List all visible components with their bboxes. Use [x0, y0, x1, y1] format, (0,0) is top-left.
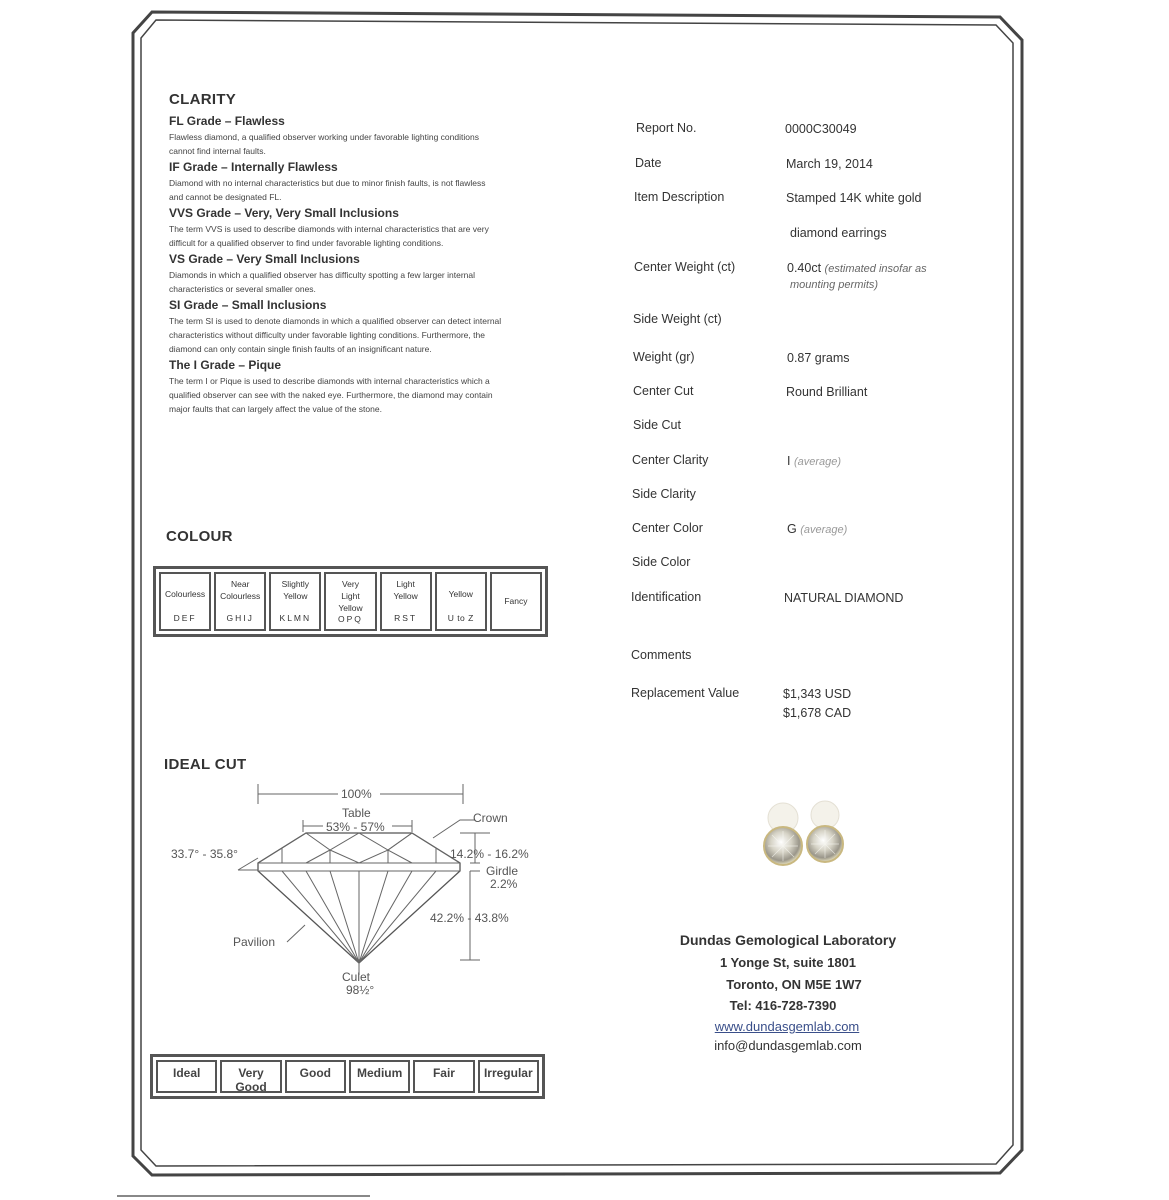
grade-if	[169, 160, 559, 204]
colour-cell-name: Near	[230, 579, 250, 589]
center-cut-label: Center Cut	[633, 384, 694, 398]
report-no-label: Report No.	[636, 121, 697, 135]
center-clarity-note: (average)	[793, 456, 842, 468]
diagram-width-label: 100%	[341, 787, 372, 801]
colour-cell-grades: GHIJ	[226, 613, 254, 623]
diagram-crown-height: 14.2% - 16.2%	[450, 847, 529, 861]
grade-if-desc-2: and cannot be designated FL.	[169, 192, 282, 202]
colour-cell-name: Very	[341, 579, 359, 589]
diagram-pavilion-label: Pavilion	[233, 935, 276, 949]
grade-si-desc-3: diamond can only contain single finish faults of an insignificant nature.	[169, 344, 432, 354]
grade-si-desc-2: characteristics without difficulty under favorable lighting conditions. Furthermore, the	[169, 330, 485, 340]
weight-value: 0.87 grams	[787, 351, 850, 365]
identification-label: Identification	[631, 590, 702, 604]
cut-grade-label: Good	[299, 1066, 331, 1080]
grade-if-desc-1: Diamond with no internal characteristics but due to minor finish faults, is not flawless	[169, 178, 486, 188]
colour-cell-name: Yellow	[283, 591, 308, 601]
diagram-table-range: 53% - 57%	[326, 820, 385, 834]
lab-phone: Tel: 416-728-7390	[729, 998, 837, 1013]
center-weight-value	[787, 261, 927, 275]
cut-grade-label: Irregular	[483, 1066, 533, 1080]
cut-grade-table	[150, 1054, 545, 1099]
diagram-girdle-value: 2.2%	[490, 877, 518, 891]
center-cut-value: Round Brilliant	[786, 385, 868, 399]
diagram-culet-value: 98½°	[346, 983, 375, 997]
replacement-value-cad: $1,678 CAD	[783, 706, 852, 720]
grade-i	[169, 358, 559, 416]
clarity-title: CLARITY	[169, 91, 237, 108]
identification-value: NATURAL DIAMOND	[784, 591, 904, 605]
grade-vs	[169, 252, 559, 296]
lab-website-link[interactable]: www.dundasgemlab.com	[714, 1019, 860, 1034]
cut-grade-label: Ideal	[172, 1066, 201, 1080]
diagram-table-label: Table	[342, 806, 371, 820]
side-color-label: Side Color	[632, 555, 691, 569]
center-color-label: Center Color	[632, 521, 703, 535]
grade-i-desc-3: major faults that can largely affect the value of the stone.	[169, 404, 382, 414]
diagram-pavilion-depth: 42.2% - 43.8%	[430, 911, 509, 925]
center-clarity-value	[787, 454, 841, 468]
colour-cell-name: Yellow	[338, 603, 363, 613]
colour-cell-very-light-yellow	[324, 572, 376, 631]
grade-vs-title: VS Grade – Very Small Inclusions	[169, 252, 360, 266]
grade-si-desc-1: The term SI is used to denote diamonds in which a qualified observer can detect internal	[169, 316, 502, 326]
grade-si	[169, 298, 559, 356]
report-no-value: 0000C30049	[785, 122, 857, 136]
colour-cell-yellow	[435, 572, 487, 631]
colour-cell-grades: OPQ	[338, 614, 363, 624]
colour-cell-name: Colourless	[164, 589, 206, 599]
diagram-girdle-label: Girdle	[486, 864, 519, 878]
cut-grade-label: Good	[235, 1080, 267, 1094]
grade-vvs-title: VVS Grade – Very, Very Small Inclusions	[169, 206, 399, 220]
grade-i-desc-1: The term I or Pique is used to describe diamonds with internal characteristics which a	[169, 376, 490, 386]
colour-cell-grades: U to Z	[447, 613, 474, 623]
colour-cell-colourless	[159, 572, 211, 631]
diagram-crown-angle: 33.7° - 35.8°	[171, 847, 238, 861]
diagram-crown-label: Crown	[473, 811, 508, 825]
replacement-value-usd: $1,343 USD	[783, 687, 852, 701]
cut-grade-very-good	[220, 1060, 281, 1093]
colour-cell-name: Light	[396, 579, 415, 589]
earrings-photo	[745, 790, 865, 880]
colour-cell-slightly-yellow	[269, 572, 321, 631]
colour-cell-grades: RST	[394, 613, 418, 623]
colour-cell-grades: KLMN	[279, 613, 312, 623]
colour-cell-light-yellow	[380, 572, 432, 631]
colour-scale-table	[153, 566, 548, 637]
lab-name: Dundas Gemological Laboratory	[679, 932, 897, 948]
colour-cell-name: Slightly	[281, 579, 310, 589]
replacement-value-label: Replacement Value	[631, 686, 740, 700]
center-weight-note: (estimated insofar as	[824, 263, 927, 275]
center-weight-note-2: mounting permits)	[790, 279, 879, 291]
colour-cell-name: Yellow	[448, 589, 473, 599]
colour-cell-grades: DEF	[173, 613, 197, 623]
date-label: Date	[635, 156, 662, 170]
center-weight: 0.40ct	[787, 261, 822, 275]
grade-fl-title: FL Grade – Flawless	[169, 114, 285, 128]
center-color: G	[787, 522, 797, 536]
cut-grade-label: Fair	[432, 1066, 455, 1080]
colour-cell-name: Colourless	[220, 591, 261, 601]
grade-fl-desc-2: cannot find internal faults.	[169, 146, 266, 156]
cut-grade-label: Medium	[356, 1066, 403, 1080]
center-weight-label: Center Weight (ct)	[634, 260, 736, 274]
cut-grade-label: Very	[238, 1066, 264, 1080]
colour-cell-fancy	[490, 572, 542, 631]
center-color-note: (average)	[800, 524, 848, 536]
cut-grade-ideal	[156, 1060, 217, 1093]
grade-i-desc-2: qualified observer can see with the naked eye. Furthermore, the diamond may contain	[169, 390, 493, 400]
comments-label: Comments	[631, 648, 692, 662]
item-description-line2: diamond earrings	[790, 226, 887, 240]
center-clarity-label: Center Clarity	[632, 453, 709, 467]
lab-address-1: 1 Yonge St, suite 1801	[719, 955, 857, 970]
cut-grade-irregular	[478, 1060, 539, 1093]
diagram-culet-label: Culet	[342, 970, 371, 984]
grade-vs-desc-2: characteristics or several smaller ones.	[169, 284, 316, 294]
lab-email: info@dundasgemlab.com	[714, 1038, 862, 1053]
lab-address-2: Toronto, ON M5E 1W7	[726, 977, 862, 992]
side-cut-label: Side Cut	[633, 418, 681, 432]
colour-cell-name: Fancy	[504, 595, 528, 606]
grade-vvs	[169, 206, 559, 250]
cut-grade-fair	[413, 1060, 474, 1093]
diamond-proportions-diagram	[160, 780, 550, 1005]
grade-vs-desc-1: Diamonds in which a qualified observer has difficulty spotting a few larger internal	[169, 270, 476, 280]
date-value: March 19, 2014	[786, 157, 873, 171]
grade-vvs-desc-2: difficult for a qualified observer to find under favorable lighting conditions.	[169, 238, 444, 248]
grade-if-title: IF Grade – Internally Flawless	[169, 160, 338, 174]
center-color-value	[787, 522, 847, 536]
grade-fl-desc-1: Flawless diamond, a qualified observer working under favorable lighting conditions	[169, 132, 479, 142]
ideal-cut-title: IDEAL CUT	[164, 756, 247, 773]
side-clarity-label: Side Clarity	[632, 487, 696, 501]
colour-title: COLOUR	[166, 528, 233, 545]
center-clarity: I	[787, 454, 791, 468]
colour-cell-name: Yellow	[393, 591, 418, 601]
item-description-line1: Stamped 14K white gold	[786, 191, 922, 205]
grade-i-title: The I Grade – Pique	[169, 358, 282, 372]
cut-grade-good	[285, 1060, 346, 1093]
clarity-grades	[169, 114, 559, 416]
grade-si-title: SI Grade – Small Inclusions	[169, 298, 327, 312]
item-description-label: Item Description	[634, 190, 725, 204]
grade-vvs-desc-1: The term VVS is used to describe diamonds with internal characteristics that are very	[169, 224, 489, 234]
weight-label: Weight (gr)	[633, 350, 695, 364]
grade-fl	[169, 114, 559, 158]
colour-cell-near-colourless	[214, 572, 266, 631]
cut-grade-medium	[349, 1060, 410, 1093]
side-weight-label: Side Weight (ct)	[633, 312, 722, 326]
colour-cell-name: Light	[341, 591, 360, 601]
